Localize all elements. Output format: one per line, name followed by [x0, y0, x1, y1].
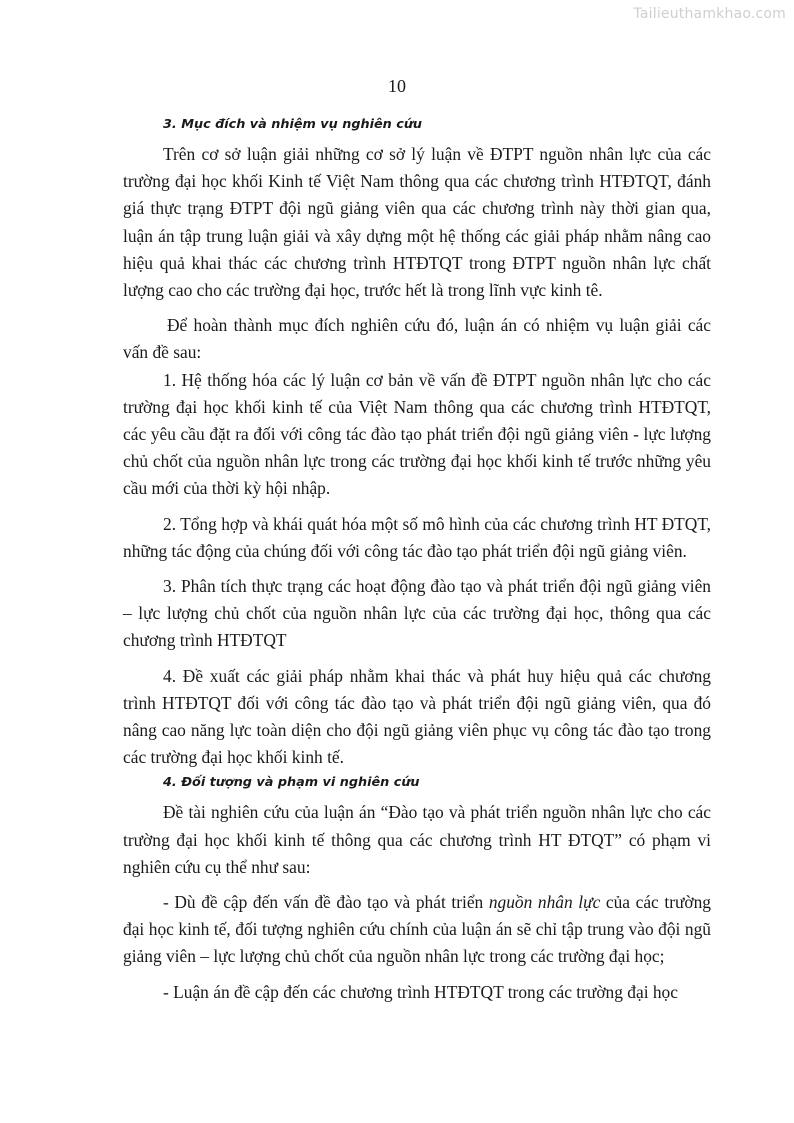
section-3-heading: 3. Mục đích và nhiệm vụ nghiên cứu — [163, 117, 423, 132]
task-item-3: 3. Phân tích thực trạng các hoạt động đào tạo và phát triển đội ngũ giảng viên – lực lượng chủ chốt của nguồn nhân lực của các trường đại học, thông qua các chương trình HTĐTQT — [123, 576, 711, 651]
section-4-intro: Đề tài nghiên cứu của luận án “Đào tạo và phát triển nguồn nhân lực cho các trường đại học khối kinh tế thông qua các chương trình HT ĐTQT” có phạm vi nghiên cứu cụ thể như sau: — [123, 802, 711, 877]
scope-item-1-start: - Dù đề cập đến vấn đề đào tạo và phát triển — [163, 892, 489, 913]
page-content — [123, 117, 711, 1006]
scope-item-1-italic: nguồn nhân lực — [488, 892, 601, 913]
scope-item-1 — [123, 889, 711, 971]
scope-item-1-end: của các trường đại học kinh tế, đối tượng nghiên cứu chính của luận án sẽ chỉ tập trung vào đội ngũ giảng viên – lực lượng chủ chốt của nguồn nhân lực trong các trường đại học; — [123, 892, 711, 967]
section-4-heading: 4. Đối tượng và phạm vi nghiên cứu — [163, 775, 420, 791]
section-3-intro: Trên cơ sở luận giải những cơ sở lý luận về ĐTPT nguồn nhân lực của các trường đại học khối Kinh tế Việt Nam thông qua các chương trình HTĐTQT, đánh giá thực trạng ĐTPT đội ngũ giảng viên qua các chương trình này thời gian qua, luận án tập trung luận giải và xây dựng một hệ thống các giải pháp nhằm nâng cao hiệu quả khai thác các chương trình HTĐTQT trong ĐTPT nguồn nhân lực chất lượng cao cho các trường đại học, trước hết là trong lĩnh vực kinh tê. — [123, 144, 711, 301]
task-item-2: 2. Tổng hợp và khái quát hóa một số mô hình của các chương trình HT ĐTQT, những tác động của chúng đối với công tác đào tạo phát triển đội ngũ giảng viên. — [123, 513, 711, 561]
task-item-4: 4. Đề xuất các giải pháp nhằm khai thác và phát huy hiệu quả các chương trình HTĐTQT đối với công tác đào tạo và phát triển đội ngũ giảng viên, qua đó nâng cao năng lực toàn diện cho đội ngũ giảng viên phục vụ công tác đào tạo trong các trường đại học khối kinh tế. — [123, 665, 711, 768]
scope-item-2: - Luận án đề cập đến các chương trình HTĐTQT trong các trường đại học — [163, 981, 678, 1002]
task-item-1: 1. Hệ thống hóa các lý luận cơ bản về vấn đề ĐTPT nguồn nhân lực cho các trường đại học khối kinh tế của Việt Nam thông qua các chương trình HTĐTQT, các yêu cầu đặt ra đối với công tác đào tạo phát triển đội ngũ giảng viên - lực lượng chủ chốt của nguồn nhân lực trong các trường đại học khối kinh tế trước những yêu cầu mới của thời kỳ hội nhập. — [123, 369, 711, 499]
watermark: Tailieuthamkhao.com — [633, 6, 786, 22]
page-number: 10 — [388, 76, 406, 96]
section-3-lead: Để hoàn thành mục đích nghiên cứu đó, luận án có nhiệm vụ luận giải các vấn đề sau: — [123, 315, 711, 363]
